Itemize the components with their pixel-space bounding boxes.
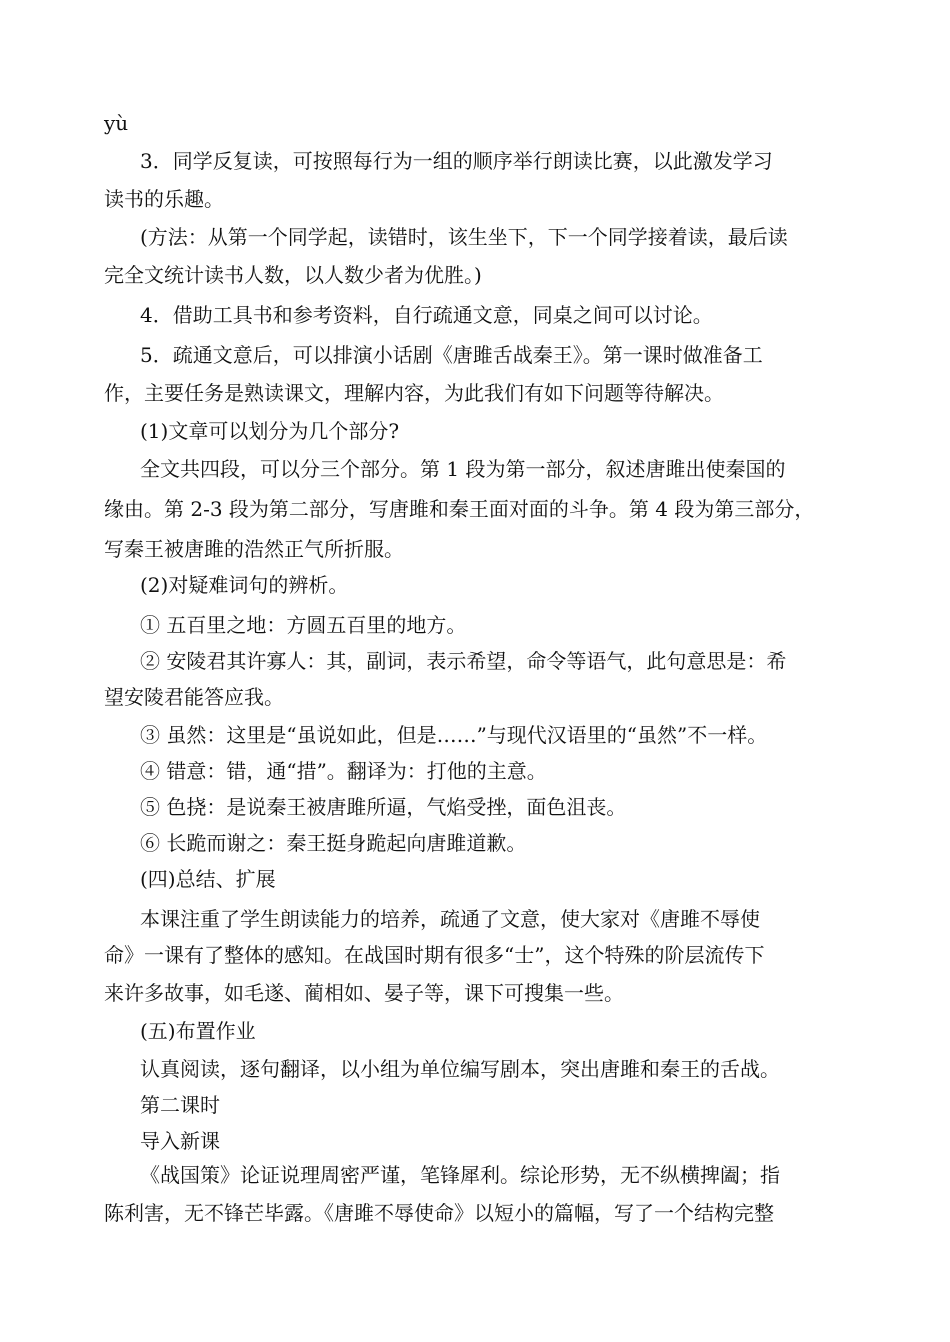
answer-1-line-1: 全文共四段，可以分三个部分。第 1 段为第一部分，叙述唐雎出使秦国的 xyxy=(140,457,786,481)
second-lesson-heading: 第二课时 xyxy=(140,1093,220,1117)
step-4-line: 4．借助工具书和参考资料，自行疏通文意，同桌之间可以讨论。 xyxy=(140,303,713,327)
note-item-2-line-2: 望安陵君能答应我。 xyxy=(104,685,284,709)
note-item-5: ⑤ 色挠：是说秦王被唐雎所逼，气焰受挫，面色沮丧。 xyxy=(140,795,627,819)
intro-heading: 导入新课 xyxy=(140,1129,220,1153)
summary-line-3: 来许多故事，如毛遂、蔺相如、晏子等，课下可搜集一些。 xyxy=(104,981,624,1005)
answer-1-line-3: 写秦王被唐雎的浩然正气所折服。 xyxy=(104,537,404,561)
intro-line-2: 陈利害，无不锋芒毕露。《唐雎不辱使命》以短小的篇幅，写了一个结构完整 xyxy=(104,1201,774,1225)
summary-line-1: 本课注重了学生朗读能力的培养，疏通了文意，使大家对《唐雎不辱使 xyxy=(140,907,760,931)
intro-line-1: 《战国策》论证说理周密严谨，笔锋犀利。综论形势，无不纵横捭阖；指 xyxy=(140,1163,780,1187)
note-item-1: ① 五百里之地：方圆五百里的地方。 xyxy=(140,613,467,637)
method-note-line-1: (方法：从第一个同学起，读错时，该生坐下，下一个同学接着读，最后读 xyxy=(140,225,788,249)
note-item-3: ③ 虽然：这里是“虽说如此，但是……”与现代汉语里的“虽然”不一样。 xyxy=(140,723,768,747)
summary-line-2: 命》一课有了整体的感知。在战国时期有很多“士”，这个特殊的阶层流传下 xyxy=(104,943,765,967)
step-5-line-2: 作，主要任务是熟读课文，理解内容，为此我们有如下问题等待解决。 xyxy=(104,381,724,405)
step-3-line-1: 3．同学反复读，可按照每行为一组的顺序举行朗读比赛，以此激发学习 xyxy=(140,149,773,173)
question-1-heading: (1)文章可以划分为几个部分? xyxy=(140,419,400,443)
step-3-line-2: 读书的乐趣。 xyxy=(104,187,224,211)
note-item-2-line-1: ② 安陵君其许寡人：其，副词，表示希望，命令等语气，此句意思是：希 xyxy=(140,649,787,673)
method-note-line-2: 完全文统计读书人数，以人数少者为优胜。) xyxy=(104,263,482,287)
pinyin-fragment: yù xyxy=(104,111,129,135)
section-4-heading: (四)总结、扩展 xyxy=(140,867,276,891)
note-item-6: ⑥ 长跪而谢之：秦王挺身跪起向唐雎道歉。 xyxy=(140,831,527,855)
homework-line: 认真阅读，逐句翻译，以小组为单位编写剧本，突出唐雎和秦王的舌战。 xyxy=(140,1057,780,1081)
step-5-line-1: 5．疏通文意后，可以排演小话剧《唐雎舌战秦王》。第一课时做准备工 xyxy=(140,343,763,367)
section-5-heading: (五)布置作业 xyxy=(140,1019,256,1043)
note-item-4: ④ 错意：错，通“措”。翻译为：打他的主意。 xyxy=(140,759,547,783)
answer-1-line-2: 缘由。第 2-3 段为第二部分，写唐雎和秦王面对面的斗争。第 4 段为第三部分， xyxy=(104,497,815,521)
question-2-heading: (2)对疑难词句的辨析。 xyxy=(140,573,349,597)
